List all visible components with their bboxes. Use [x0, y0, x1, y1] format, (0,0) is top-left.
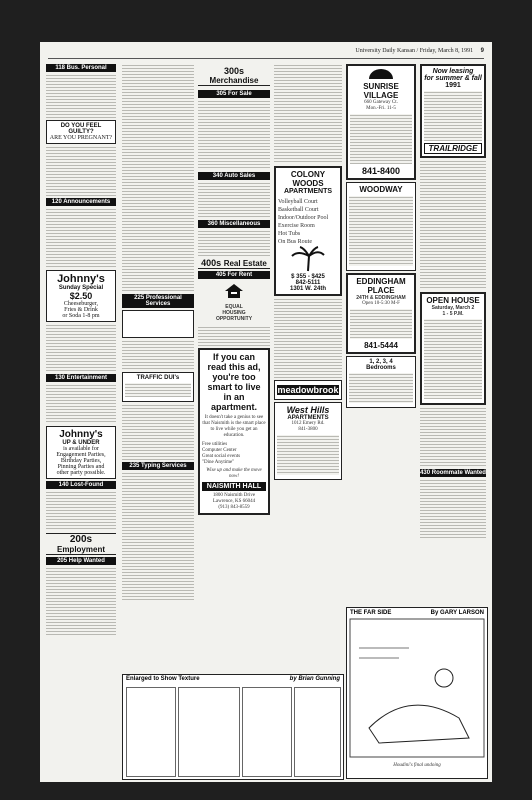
ad-line: Now leasing — [432, 68, 474, 75]
header-text: University Daily Kansan / Friday, March 8, 1991 — [355, 48, 474, 54]
naismith-city: Lawrence, KS 66044 — [212, 499, 256, 504]
bedrooms-count: 1, 2, 3, 4 — [369, 359, 393, 365]
headline-line: smart to live — [207, 382, 261, 392]
johnnys-up-under-ad — [46, 426, 116, 479]
headline-line: in an — [223, 392, 245, 402]
colony-woods-ad — [274, 166, 342, 296]
palm-tree-icon — [288, 246, 328, 272]
westhills-address: 1012 Emery Rd. — [291, 421, 325, 426]
johnnys-sunday-ad — [46, 270, 116, 322]
section-header-auto-sales: 340 Auto Sales — [198, 172, 270, 180]
eddingham-hours: Open 10-5:30 M-F — [362, 301, 400, 306]
sunrise-hours: Mon.-Fri. 11-5 — [366, 106, 396, 111]
ad-line: is available for — [63, 446, 99, 452]
comic-strip-enlarged — [122, 674, 344, 780]
naismith-tagline: Wise up and make the move now! — [206, 468, 262, 479]
section-name: Real Estate — [223, 259, 267, 268]
newspaper-page — [40, 42, 492, 782]
strip-header — [123, 675, 343, 683]
meadowbrook-ad — [274, 380, 342, 400]
headline-line: If you can — [212, 352, 255, 362]
westhills-phone: 841-3800 — [298, 427, 318, 432]
ad-line: Birthday Parties, — [60, 458, 102, 464]
section-header-announcements: 120 Announcements — [46, 198, 116, 206]
ad-text-block — [122, 340, 194, 370]
ad-text-block — [198, 230, 270, 256]
pregnancy-ad — [46, 120, 116, 144]
bedrooms-ad — [346, 356, 416, 408]
woodway-ad — [346, 182, 416, 271]
eddingham-title: EDDINGHAM — [356, 277, 406, 286]
ad-line: Engagement Parties, — [56, 452, 106, 458]
ad-text-block — [420, 479, 486, 539]
feature-item: Exercise Room — [278, 223, 315, 229]
ad-text-block — [420, 160, 486, 290]
ad-text-block — [46, 146, 116, 196]
trailridge-logo: TRAILRIDGE — [424, 143, 482, 154]
naismith-phone: (913) 843-8559 — [218, 505, 250, 510]
naismith-features — [202, 442, 266, 466]
open-house-ad — [420, 292, 486, 405]
ad-line: Cheeseburger, — [63, 301, 99, 307]
ad-line: Sunday Special — [58, 285, 104, 291]
section-header-lost-found: 140 Lost-Found — [46, 481, 116, 489]
ad-text-block — [350, 309, 412, 339]
colony-price: $ 355 - $425 — [291, 274, 325, 280]
traffic-dui-ad — [122, 372, 194, 402]
colony-features — [278, 198, 338, 246]
section-number: 300s — [223, 66, 245, 76]
section-header-typing-services: 235 Typing Services — [122, 462, 194, 470]
eho-line: HOUSING — [222, 310, 246, 316]
ad-line: other party possible. — [56, 470, 106, 476]
trailridge-ad — [420, 64, 486, 158]
feature-item: Indoor/Outdoor Pool — [278, 215, 329, 221]
ad-text-block — [46, 491, 116, 531]
section-header-help-wanted: 205 Help Wanted — [46, 557, 116, 565]
headline-line: apartment. — [210, 402, 257, 412]
real-estate-header — [198, 258, 270, 269]
page-number: 9 — [480, 48, 484, 54]
section-header-entertainment: 130 Entertainment — [46, 374, 116, 382]
ad-price: $2.50 — [69, 291, 93, 301]
column-4 — [274, 62, 342, 670]
feature-item: Basketball Court — [278, 207, 319, 213]
section-header-bus-personal: 118 Bus. Personal — [46, 64, 116, 72]
section-number: 400s — [201, 258, 222, 268]
eddingham-address: 24TH & EDDINGHAM — [356, 295, 406, 301]
ad-text-block — [125, 383, 191, 397]
sunrise-address: 660 Gateway Ct. — [364, 100, 398, 105]
westhills-subtitle: APARTMENTS — [287, 415, 329, 421]
ad-text-block — [349, 373, 413, 403]
ad-text-block — [198, 326, 270, 346]
ad-line: for summer & fall — [424, 75, 482, 82]
column-5 — [346, 62, 416, 604]
section-name: Employment — [56, 545, 105, 554]
ad-text-block — [122, 472, 194, 602]
ad-line: Fries & Drink — [64, 307, 98, 313]
ad-text-block — [46, 208, 116, 268]
headline-line: read this ad, — [207, 362, 261, 372]
ad-text-block — [420, 407, 486, 467]
strip-title: Enlarged to Show Texture — [126, 676, 200, 682]
page-header — [48, 48, 484, 59]
sunrise-subtitle: VILLAGE — [363, 91, 399, 100]
openhouse-time: 1 - 5 P.M. — [442, 311, 464, 317]
ad-line: UP & UNDER — [62, 440, 100, 446]
ad-text-block — [198, 100, 270, 170]
ad-text-block — [274, 298, 342, 378]
column-1 — [46, 62, 116, 776]
ad-text-block — [350, 114, 412, 164]
naismith-address: 1800 Naismith Drive — [212, 493, 256, 498]
comic-author: By GARY LARSON — [430, 610, 484, 616]
ad-line: 1991 — [445, 82, 461, 89]
section-header-for-rent: 405 For Rent — [198, 271, 270, 279]
attorney-ad — [122, 310, 194, 338]
feature-item: Hot Tubs — [278, 231, 301, 237]
ad-text-block — [46, 384, 116, 424]
ad-text-block — [122, 404, 194, 460]
far-side-comic — [346, 607, 488, 779]
ad-text-block — [198, 182, 270, 218]
merchandise-header — [198, 66, 270, 86]
section-header-miscellaneous: 360 Miscellaneous — [198, 220, 270, 228]
ad-text-block — [349, 196, 413, 266]
sunrise-village-ad — [346, 64, 416, 180]
feature-item: "Dine Anytime" — [202, 460, 235, 465]
westhills-title: West Hills — [286, 405, 330, 415]
eddingham-phone: 841-5444 — [364, 341, 398, 350]
section-header-roommate-wanted: 430 Roommate Wanted — [420, 470, 486, 476]
openhouse-date: Saturday, March 2 — [431, 305, 475, 311]
ad-text-block — [46, 74, 116, 118]
naismith-logo: NAISMITH HALL — [202, 482, 266, 491]
ad-line: or Soda 1-8 pm — [62, 313, 100, 319]
comic-illustration — [349, 618, 485, 758]
ad-text-block — [424, 91, 482, 141]
ad-text-block — [122, 64, 194, 292]
colony-subtitle: APARTMENTS — [283, 188, 333, 195]
headline-line: you're too — [212, 372, 256, 382]
section-header-for-sale: 305 For Sale — [198, 90, 270, 98]
comic-panel — [242, 687, 292, 777]
eho-line: EQUAL — [225, 304, 243, 310]
eddingham-place-ad — [346, 273, 416, 354]
woodway-logo: WOODWAY — [359, 185, 403, 194]
comic-panel — [294, 687, 341, 777]
colony-address: 1301 W. 24th — [289, 286, 327, 292]
ad-text-block — [424, 319, 482, 399]
ad-text-block — [274, 64, 342, 164]
comic-panel — [178, 687, 240, 777]
sunrise-phone: 841-8400 — [361, 166, 401, 176]
section-name: Merchandise — [209, 76, 259, 85]
traffic-ad-title: TRAFFIC DUI's — [136, 375, 180, 381]
ad-text-block — [46, 567, 116, 637]
pregnancy-ad-title: DO YOU FEEL GUILTY? — [60, 123, 102, 135]
johnnys-logo-text: Johnny's — [59, 429, 103, 440]
comic-title: THE FAR SIDE — [350, 610, 392, 616]
sunrise-title: SUNRISE — [363, 82, 399, 91]
section-header-professional-services: 225 Professional Services — [122, 294, 194, 308]
feature-item: On Bus Route — [278, 239, 313, 245]
bedrooms-label: Bedrooms — [366, 365, 396, 371]
naismith-hall-ad — [198, 348, 270, 515]
house-icon — [224, 283, 244, 299]
feature-item: Computer Center — [202, 448, 237, 453]
strip-author: by Brian Gunning — [289, 676, 340, 682]
feature-item: Free utilities — [202, 442, 228, 447]
west-hills-ad — [274, 402, 342, 480]
colony-title: COLONY WOODS — [290, 170, 326, 188]
johnnys-logo-text: Johnny's — [57, 273, 105, 285]
equal-housing-logo — [198, 283, 270, 322]
naismith-headline — [202, 352, 266, 412]
naismith-body: It doesn't take a genius to see that Naismith is the smart place to live while you get an education. — [202, 415, 266, 438]
pregnancy-ad-subtitle: ARE YOU PREGNANT? — [49, 135, 113, 141]
comic-header — [347, 608, 487, 618]
openhouse-title: OPEN HOUSE — [426, 296, 480, 305]
feature-item: Volleyball Court — [278, 199, 318, 205]
eho-line: OPPORTUNITY — [215, 316, 253, 322]
comic-caption: Houdini's final undoing — [393, 763, 441, 768]
sunrise-icon — [366, 68, 396, 80]
ad-line: Pinning Parties and — [57, 464, 105, 470]
meadowbrook-logo: meadowbrook — [277, 385, 339, 395]
column-3 — [198, 62, 270, 670]
ad-text-block — [46, 324, 116, 372]
employment-header — [46, 533, 116, 555]
comic-panel — [126, 687, 176, 777]
feature-item: Great social events — [202, 454, 241, 459]
section-number: 200s — [69, 534, 93, 545]
eddingham-subtitle: PLACE — [367, 286, 395, 295]
colony-phone: 842-5111 — [295, 280, 321, 286]
ad-text-block — [277, 435, 339, 475]
column-2 — [122, 62, 194, 670]
